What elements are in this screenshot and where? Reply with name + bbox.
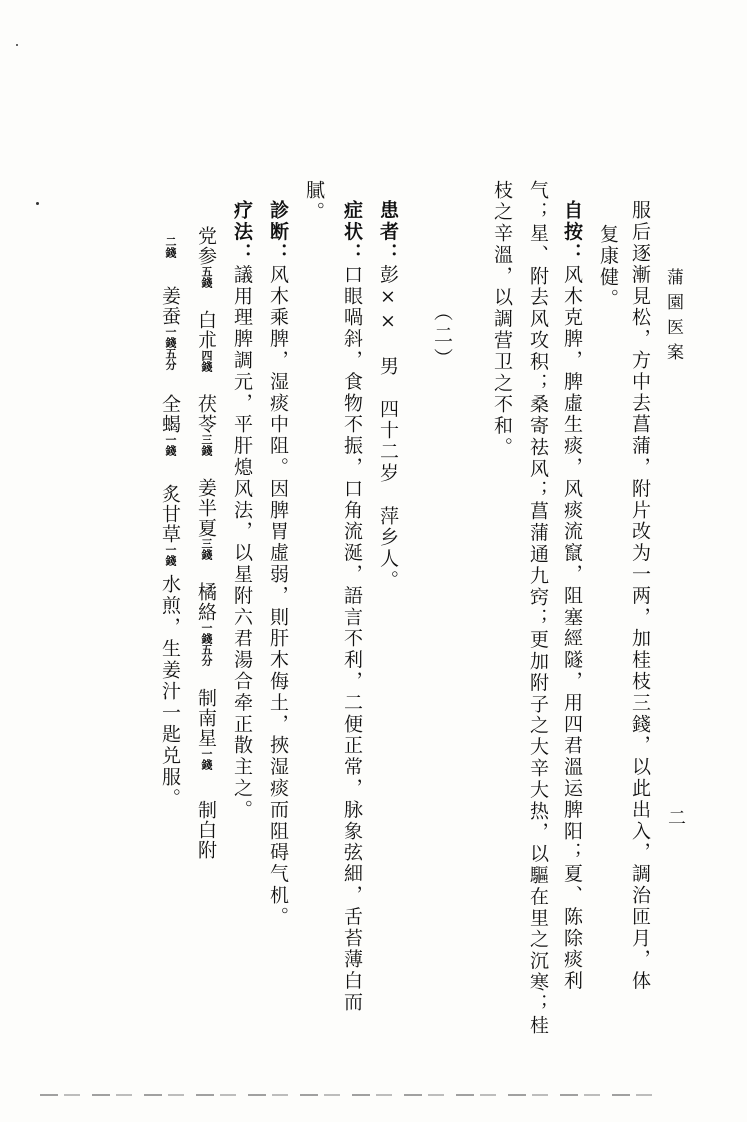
- self-note-text-1: 风木克脾，脾虛生痰，风痰流竄，阻塞經隧，用四君溫运脾阳；夏、陈除痰利: [561, 264, 583, 992]
- page-number: 二: [665, 808, 686, 829]
- diagnosis-line: [268, 200, 287, 928]
- case-one-line-1: 服后逐漸見松，方中去菖蒲，附片改为一两，加桂枝三錢，以此出入，調治匝月，体: [629, 200, 651, 992]
- dose-9: 一錢: [164, 434, 177, 456]
- self-note-line-3: 枝之辛溫，以調营卫之不和。: [491, 180, 513, 459]
- herb-3: 茯苓: [195, 394, 217, 434]
- dose-8: 一錢五分: [164, 326, 177, 370]
- case-one-line-2: 复康健。: [597, 224, 619, 310]
- dose-6: 一錢: [200, 748, 213, 770]
- dose-3: 三錢: [200, 434, 213, 456]
- diagnosis-label: 診断：: [267, 200, 289, 265]
- herb-8: 姜蚕: [159, 286, 181, 326]
- herb-6: 制南星: [195, 688, 217, 748]
- dose-2: 四錢: [200, 350, 213, 372]
- therapy-label: 疗法：: [231, 200, 253, 265]
- running-header: 蒲園医案: [663, 268, 683, 368]
- herb-4: 姜半夏: [195, 478, 217, 538]
- therapy-line: [232, 200, 251, 821]
- symptoms-line-2: 膩。: [303, 180, 325, 223]
- symptoms-text-1: 口眼喎斜，食物不振，口角流涎，語言不利，二便正常，脉象弦細，舌苔薄白而: [341, 264, 363, 1014]
- case-two-heading: （二）: [431, 302, 453, 371]
- herb-5: 橘絡: [195, 582, 217, 622]
- herb-2: 白朮: [195, 310, 217, 350]
- symptoms-label: 症状：: [341, 200, 363, 265]
- self-note-label: 自按：: [561, 200, 583, 265]
- herb-9: 全蝎: [159, 394, 181, 434]
- dose-7: 二錢: [164, 236, 177, 258]
- herb-10: 炙甘草: [159, 484, 181, 544]
- herb-7-continued: 制白附: [195, 800, 217, 860]
- diagnosis-text: 风木乘脾，湿痰中阻。因脾胃虛弱，則肝木侮土，挾湿痰而阻碍气机。: [267, 264, 289, 928]
- dose-5: 一錢五分: [200, 622, 213, 666]
- herb-1: 党参: [195, 226, 217, 266]
- scan-speck: [36, 202, 39, 205]
- therapy-text: 議用理脾調元，平肝熄风法，以星附六君湯合牵正散主之。: [231, 264, 253, 821]
- patient-label: 患者：: [377, 200, 399, 265]
- decoction-instruction: 水煎，生姜汁一匙兑服。: [159, 574, 181, 810]
- prescription-line-2: [160, 236, 179, 809]
- dose-1: 五錢: [200, 266, 213, 288]
- dose-10: 一錢: [164, 544, 177, 566]
- symptoms-line-1: [342, 200, 361, 1013]
- dose-4: 三錢: [200, 538, 213, 560]
- prescription-line-1: [196, 226, 215, 860]
- patient-text: 彭×× 男 四十二岁 萍乡人。: [377, 264, 399, 592]
- patient-line: [378, 200, 397, 591]
- self-note-line-1: [562, 200, 581, 992]
- self-note-line-2: 气；星、附去风攻积；桑寄祛风；菖蒲通九窍；更加附子之大辛大热，以驅在里之沉寒；桂: [527, 180, 549, 1036]
- scan-edge-line: [40, 1094, 660, 1096]
- scan-speck: [16, 44, 18, 46]
